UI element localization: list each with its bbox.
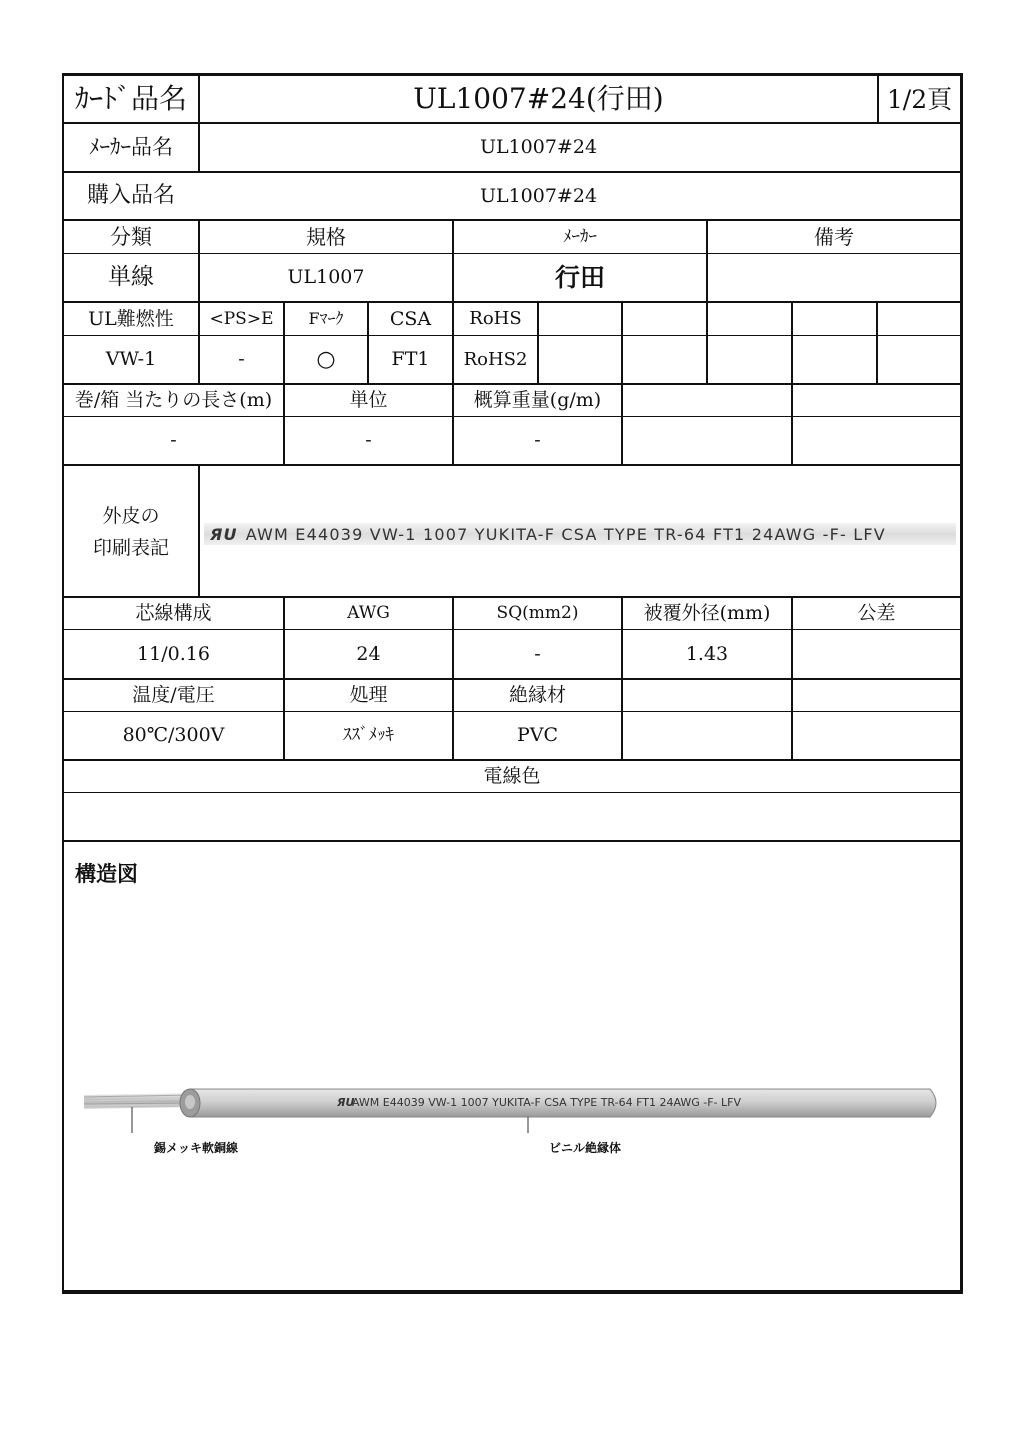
conductor-header: AWG — [347, 603, 390, 623]
frame-bottom — [62, 1290, 962, 1294]
cert-header: CSA — [389, 307, 432, 330]
cert-value: - — [238, 348, 245, 370]
wire-diagram — [62, 993, 962, 1133]
wire-color-value — [64, 793, 960, 840]
rating-value: 80℃/300V — [122, 724, 225, 746]
standard-value: UL1007 — [287, 266, 365, 288]
cert-header: RoHS — [469, 308, 522, 329]
wire-color-label: 電線色 — [483, 765, 541, 787]
cert-value — [623, 336, 706, 383]
page-number: 1/2頁 — [886, 84, 953, 114]
remarks-value — [708, 254, 960, 301]
cert-header — [623, 303, 706, 335]
cert-header — [708, 303, 791, 335]
rating-value — [793, 712, 960, 759]
cert-header: UL難燃性 — [88, 307, 174, 330]
cert-header — [878, 303, 960, 335]
maker-part-label: ﾒｰｶｰ品名 — [89, 135, 173, 159]
ul-mark: ЯU — [210, 524, 238, 544]
jacket-print-strip — [204, 523, 956, 545]
spec-sheet — [62, 73, 962, 1295]
conductor-strands — [84, 1093, 190, 1109]
purchase-label: 購入品名 — [86, 183, 175, 208]
rating-value: PVC — [516, 724, 559, 746]
conductor-header: 公差 — [857, 602, 896, 624]
standard-label: 規格 — [306, 225, 346, 249]
insulation-callout: ビニル絶縁体 — [549, 1141, 622, 1155]
conductor-header: 被覆外径(mm) — [643, 602, 771, 624]
purchase-value: UL1007#24 — [479, 184, 598, 207]
rule — [62, 840, 962, 842]
pack-header: 概算重量(g/m) — [473, 389, 602, 411]
conductor-value: 11/0.16 — [137, 642, 210, 665]
rating-header — [793, 680, 960, 711]
marking-label-line2: 印刷表記 — [92, 536, 169, 559]
rule — [198, 464, 200, 598]
cert-value — [708, 336, 791, 383]
cert-value: VW-1 — [105, 348, 157, 370]
cert-header — [793, 303, 876, 335]
cert-value — [539, 336, 621, 383]
rating-value: ｽｽﾞﾒｯｷ — [343, 725, 394, 745]
pack-header: 単位 — [349, 389, 388, 411]
card-name-label: ｶｰﾄﾞ品名 — [74, 82, 187, 115]
pack-header — [793, 385, 960, 416]
rating-value — [623, 712, 791, 759]
structure-title: 構造図 — [75, 861, 138, 886]
rating-header: 温度/電圧 — [132, 684, 215, 706]
conductor-value: - — [534, 642, 541, 665]
jacket-print-text: AWM E44039 VW-1 1007 YUKITA-F CSA TYPE TR-64 FT1 24AWG -F- LFV — [245, 524, 886, 544]
conductor-value: 1.43 — [685, 642, 729, 665]
conductor-value: 24 — [356, 642, 381, 665]
conductor-callout: 錫メッキ軟銅線 — [154, 1141, 239, 1155]
rating-header: 処理 — [349, 684, 388, 706]
rule — [62, 464, 962, 466]
cert-value — [878, 336, 960, 383]
remarks-label: 備考 — [814, 225, 854, 249]
maker-label: ﾒｰｶｰ — [563, 226, 597, 247]
category-value: 単線 — [108, 264, 154, 290]
pack-value: - — [534, 429, 541, 451]
pack-value: - — [365, 429, 372, 451]
cert-header: <PS>E — [209, 308, 274, 329]
insulation-leader-line — [528, 1117, 544, 1133]
cert-value: ○ — [316, 346, 336, 372]
marking-label-line1: 外皮の — [102, 504, 160, 527]
cert-value: FT1 — [391, 348, 430, 370]
conductor-leader-line — [132, 1107, 148, 1133]
cert-value: RoHS2 — [463, 348, 528, 370]
wire-print-text: AWM E44039 VW-1 1007 YUKITA-F CSA TYPE TR-64 FT1 24AWG -F- LFV — [352, 1096, 742, 1109]
cert-header — [539, 303, 621, 335]
wire-ul-mark: ЯU — [337, 1096, 355, 1109]
pack-value — [793, 417, 960, 464]
maker-value: 行田 — [554, 263, 605, 292]
conductor-header: SQ(mm2) — [496, 603, 579, 623]
pack-value — [623, 417, 791, 464]
cert-header: Fﾏｰｸ — [308, 309, 344, 328]
rating-header: 絶縁材 — [508, 684, 566, 706]
category-label: 分類 — [110, 224, 152, 249]
conductor-value — [793, 630, 960, 678]
card-name-value: UL1007#24(行田) — [413, 82, 664, 115]
pack-header: 巻/箱 当たりの長さ(m) — [74, 389, 273, 411]
maker-part-value: UL1007#24 — [479, 136, 598, 158]
pack-value: - — [170, 429, 177, 451]
pack-header — [623, 385, 791, 416]
rating-header — [623, 680, 791, 711]
cert-value — [793, 336, 876, 383]
conductor-header: 芯線構成 — [135, 602, 212, 624]
